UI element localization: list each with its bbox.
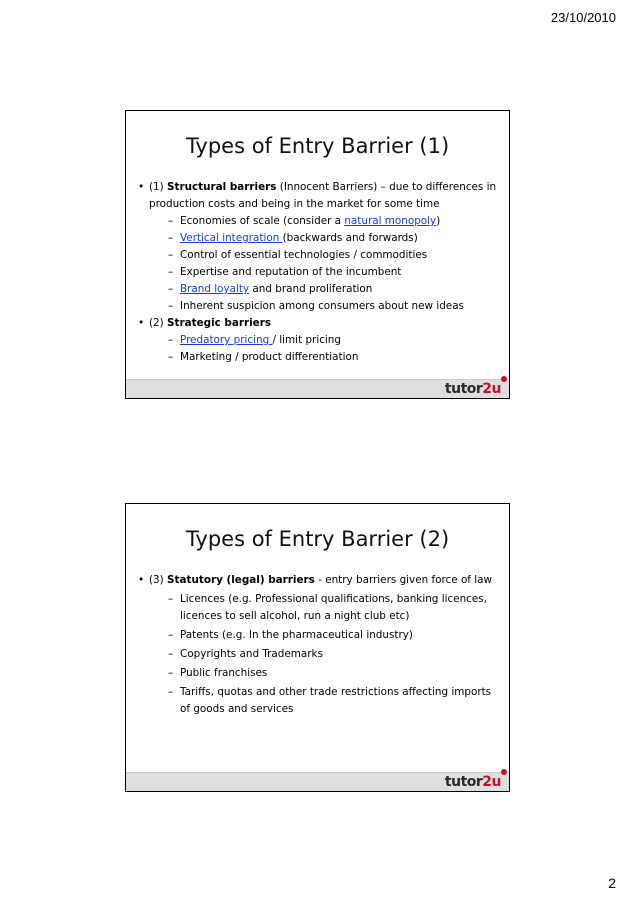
sub-bullet-item <box>138 627 499 644</box>
dash-marker: – <box>168 266 174 278</box>
sub-bullet-item <box>138 213 499 230</box>
logo-accent-text: 2u <box>482 774 501 790</box>
logo-text: tutor <box>444 774 483 790</box>
bullet-marker: • <box>138 574 145 586</box>
bullet-bold: Statutory (legal) barriers <box>167 574 315 586</box>
dash-marker: – <box>168 629 174 641</box>
sub-bullet-item <box>138 247 499 264</box>
sub-bullet-item <box>138 332 499 349</box>
dash-marker: – <box>168 232 174 244</box>
page-date: 23/10/2010 <box>550 10 616 25</box>
sub-bullet-text: Copyrights and Trademarks <box>180 648 323 660</box>
bullet-bold: Strategic barriers <box>167 317 272 329</box>
sub-bullet-item <box>138 298 499 315</box>
bullet-prefix: (3) <box>149 574 168 586</box>
slide-body <box>138 572 499 718</box>
bullet-item <box>138 179 499 213</box>
slide-2 <box>125 503 510 792</box>
tutor2u-logo <box>445 381 501 397</box>
bullet-text: (Innocent Barriers) – due to differences in production costs and being in the market for some time <box>149 181 497 210</box>
bullet-marker: • <box>138 317 145 329</box>
sub-bullet-item <box>138 230 499 247</box>
sub-bullet-item <box>138 646 499 663</box>
sub-bullet-text: Licences (e.g. Professional qualifications, banking licences, licences to sell alcohol, run a night club etc) <box>180 593 487 622</box>
sub-bullet-item <box>138 591 499 625</box>
dash-marker: – <box>168 215 174 227</box>
logo-text: tutor <box>444 381 483 397</box>
brand-loyalty-link[interactable]: Brand loyalty <box>180 283 250 295</box>
sub-bullet-text: Inherent suspicion among consumers about new ideas <box>180 300 464 312</box>
sub-bullet-text: Marketing / product differentiation <box>180 351 359 363</box>
sub-bullet-text: ) <box>436 215 441 227</box>
dash-marker: – <box>168 351 174 363</box>
page-number: 2 <box>608 875 616 891</box>
sub-bullet-item <box>138 264 499 281</box>
sub-bullet-text: / limit pricing <box>272 334 341 346</box>
slide-footer-band <box>126 379 509 398</box>
slide-1 <box>125 110 510 399</box>
sub-bullet-text: Expertise and reputation of the incumbent <box>180 266 402 278</box>
logo-dot-icon <box>501 769 507 775</box>
slide-body <box>138 179 499 366</box>
slide-title: Types of Entry Barrier (2) <box>185 527 450 551</box>
sub-bullet-text: Public franchises <box>180 667 268 679</box>
sub-bullet-text: Tariffs, quotas and other trade restrictions affecting imports of goods and services <box>180 686 492 715</box>
dash-marker: – <box>168 648 174 660</box>
sub-bullet-text: and brand proliferation <box>249 283 373 295</box>
dash-marker: – <box>168 667 174 679</box>
slide-title: Types of Entry Barrier (1) <box>185 134 450 158</box>
bullet-prefix: (1) <box>149 181 168 193</box>
vertical-integration-link[interactable]: Vertical integration <box>180 232 283 244</box>
tutor2u-logo <box>445 774 501 790</box>
bullet-marker: • <box>138 181 145 193</box>
logo-accent-text: 2u <box>482 381 501 397</box>
bullet-bold: Structural barriers <box>167 181 277 193</box>
sub-bullet-text: (backwards and forwards) <box>282 232 418 244</box>
bullet-item <box>138 315 499 332</box>
dash-marker: – <box>168 593 174 605</box>
predatory-pricing-link[interactable]: Predatory pricing <box>180 334 273 346</box>
dash-marker: – <box>168 249 174 261</box>
bullet-text: - entry barriers given force of law <box>314 574 493 586</box>
sub-bullet-text: Economies of scale (consider a <box>180 215 345 227</box>
sub-bullet-item <box>138 684 499 718</box>
dash-marker: – <box>168 300 174 312</box>
sub-bullet-item <box>138 349 499 366</box>
sub-bullet-text: Control of essential technologies / commodities <box>180 249 428 261</box>
dash-marker: – <box>168 283 174 295</box>
dash-marker: – <box>168 686 174 698</box>
sub-bullet-text: Patents (e.g. In the pharmaceutical industry) <box>180 629 413 641</box>
bullet-prefix: (2) <box>149 317 168 329</box>
sub-bullet-item <box>138 665 499 682</box>
sub-bullet-item <box>138 281 499 298</box>
logo-dot-icon <box>501 376 507 382</box>
bullet-item <box>138 572 499 589</box>
dash-marker: – <box>168 334 174 346</box>
slide-footer-band <box>126 772 509 791</box>
natural-monopoly-link[interactable]: natural monopoly <box>344 215 437 227</box>
